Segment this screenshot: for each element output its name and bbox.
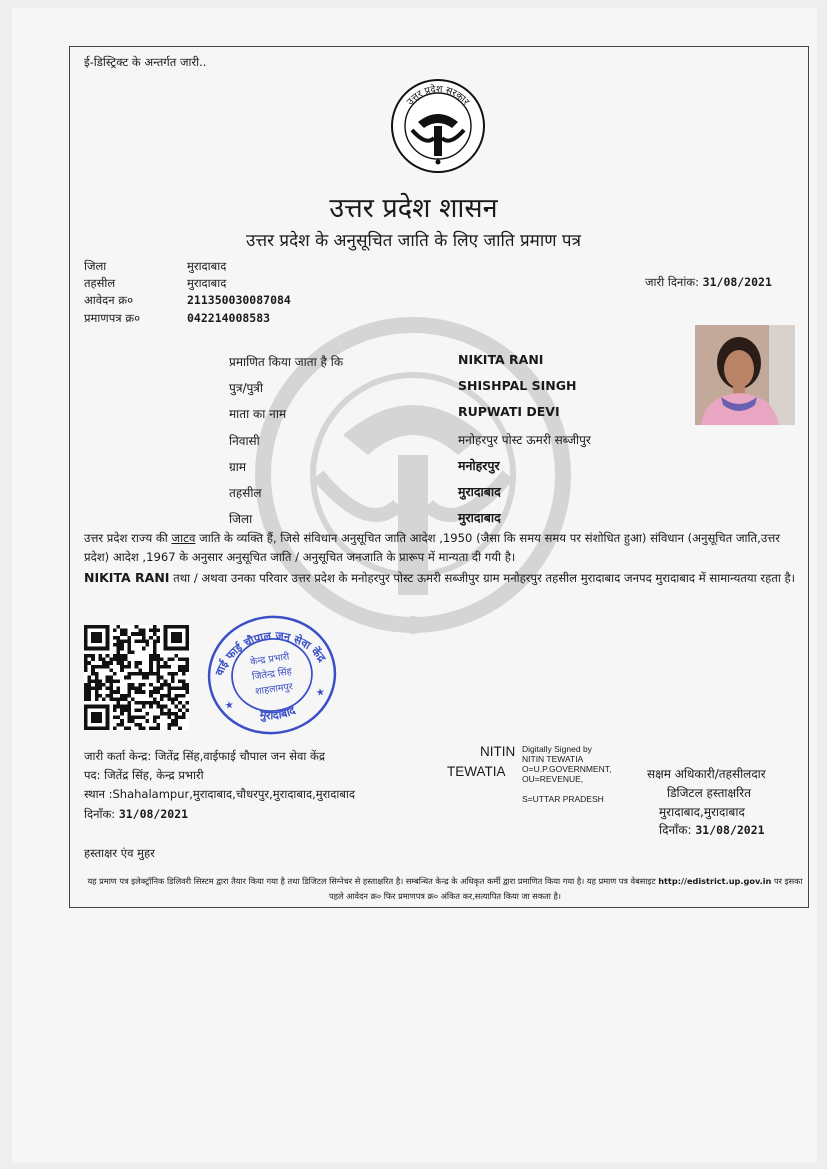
- application-number: 211350030087084: [187, 293, 291, 307]
- issuer-date-label: दिनाँक:: [84, 807, 116, 821]
- authority-designation: सक्षम अधिकारी/तहसीलदार: [647, 767, 766, 781]
- certificate-label: प्रमाणपत्र क्र०: [84, 311, 141, 325]
- detail-label-parent: पुत्र/पुत्री: [229, 381, 264, 395]
- dsig-line-1: Digitally Signed by: [522, 744, 592, 754]
- detail-value-mother: RUPWATI DEVI: [458, 404, 560, 419]
- authority-date: [659, 821, 765, 838]
- detail-value-tehsil: मुरादाबाद: [458, 484, 501, 499]
- dsig-line-4: OU=REVENUE,: [522, 774, 584, 784]
- authority-digital: डिजिटल हस्ताक्षरित: [667, 786, 751, 800]
- detail-label-tehsil: तहसील: [229, 486, 262, 500]
- digital-signature-details: [522, 744, 611, 804]
- detail-value-district: मुरादाबाद: [458, 510, 501, 525]
- issuer-date-value: 31/08/2021: [118, 807, 189, 821]
- body-line1-pre: उत्तर प्रदेश राज्य की: [84, 531, 172, 545]
- detail-label-village: ग्राम: [229, 460, 247, 474]
- body-line1-post: जाति के व्यक्ति हैं, जिसे संविधान अनुसूचित जाति आदेश ,1950 (जैसा कि समय समय पर संशोधित हुआ) संविधान (अनुसूचित जाति,उत्तर प्रदेश) आदेश ,1967 के अनुसार अनुसूचित जाति / अनुसूचित जनजाति के प्रारूप में मान्यता दी गयी है।: [84, 531, 780, 564]
- authority-location: मुरादाबाद,मुरादाबाद: [659, 805, 745, 819]
- certificate-footer-note: [84, 874, 806, 904]
- signature-seal-label: हस्ताक्षर एंव मुहर: [84, 846, 155, 860]
- detail-value-father: SHISHPAL SINGH: [458, 378, 577, 393]
- top-note: ई-डिस्ट्रिक्ट के अन्तर्गत जारी..: [84, 55, 207, 69]
- authority-date-value: 31/08/2021: [695, 823, 765, 837]
- up-government-emblem: [388, 78, 488, 174]
- stamp-bottom-text: मुरादाबाद: [258, 703, 298, 723]
- application-label: आवेदन क्र०: [84, 293, 134, 307]
- certificate-subtitle: उत्तर प्रदेश के अनुसूचित जाति के लिए जाति प्रमाण पत्र: [246, 231, 581, 251]
- issuer-date: [84, 807, 188, 822]
- footer-text-2: पर इसका पहले आवेदन क्र० फिर प्रमाणपत्र क्र० अंकित कर,सत्यापित किया जा सकता है।: [329, 876, 803, 901]
- certificate-body-2: [84, 568, 804, 588]
- issuer-place: स्थान :Shahalampur,मुरादाबाद,चौधरपुर,मुरादाबाद,मुरादाबाद: [84, 787, 356, 801]
- detail-label-district: जिला: [229, 512, 253, 526]
- dsig-line-2: NITIN TEWATIA: [522, 754, 584, 764]
- detail-value-resident: मनोहरपुर पोस्ट ऊमरी सब्जीपुर: [458, 433, 591, 447]
- verification-url: http://edistrict.up.gov.in: [658, 876, 772, 886]
- detail-label-mother: माता का नाम: [229, 407, 287, 421]
- issue-date-value: 31/08/2021: [702, 275, 772, 289]
- issuer-post: पद: जितेंद्र सिंह, केन्द्र प्रभारी: [84, 768, 204, 782]
- detail-label-certify: प्रमाणित किया जाता है कि: [229, 355, 344, 369]
- body-line2: तथा / अथवा उनका परिवार उत्तर प्रदेश के मनोहरपुर पोस्ट ऊमरी सब्जीपुर ग्राम मनोहरपुर तहसील मुरादाबाद जनपद मुरादाबाद में सामान्यतया रहता है।: [169, 571, 796, 585]
- center-seal-stamp: [205, 612, 340, 738]
- detail-value-name: NIKITA RANI: [458, 352, 544, 367]
- issue-date-label: जारी दिनांक:: [645, 275, 700, 289]
- dsig-line-5: S=UTTAR PRADESH: [522, 794, 604, 804]
- caste-name: जाटव: [171, 531, 196, 545]
- tehsil-value: मुरादाबाद: [187, 276, 227, 290]
- svg-text:मुरादाबाद: [256, 703, 299, 725]
- applicant-photo-illustration: [695, 325, 795, 425]
- svg-text:★: ★: [224, 699, 235, 712]
- svg-text:★: ★: [315, 686, 326, 700]
- certificate-title: उत्तर प्रदेश शासन: [329, 193, 498, 224]
- stamp-line-3: शाहलामपुर: [254, 681, 294, 698]
- body-name: NIKITA RANI: [84, 570, 170, 585]
- district-label: जिला: [84, 259, 107, 273]
- signer-name-line2: TEWATIA: [447, 764, 506, 779]
- issue-date: [645, 275, 772, 290]
- issuer-center: जारी कर्ता केन्द्र: जितेंद्र सिंह,वाईफाई चौपाल जन सेवा केंद्र: [84, 749, 325, 763]
- stamp-outer-text: वाई फाई चौपाल जन सेवा केंद्र: [212, 629, 329, 678]
- stamp-line-2: जितेन्द्र सिंह: [251, 666, 293, 683]
- signer-name-line1: NITIN: [480, 744, 516, 759]
- dsig-line-3: O=U.P.GOVERNMENT,: [522, 764, 612, 774]
- district-value: मुरादाबाद: [187, 259, 227, 273]
- emblem-text: उत्तर प्रदेश सरकार: [404, 83, 472, 108]
- tehsil-label: तहसील: [84, 276, 116, 290]
- footer-text-1: यह प्रमाण पत्र इलेक्ट्रॉनिक डिलिवरी सिस्टम द्वारा तैयार किया गया है तथा डिजिटल सिग्नेचर से हस्ताक्षरित है। सम्बन्धित केन्द्र के अधिकृत कर्मी द्वारा प्रमाणित किया गया है। यह प्रमाण पत्र वेबसाइट: [87, 876, 659, 886]
- authority-date-label: दिनाँक:: [659, 823, 692, 837]
- stamp-line-1: केन्द्र प्रभारी: [249, 651, 291, 668]
- qr-code: [84, 625, 189, 730]
- certificate-body-1: [84, 529, 804, 567]
- certificate-number: 042214008583: [187, 311, 271, 325]
- detail-label-resident: निवासी: [229, 434, 260, 448]
- applicant-photo: [695, 325, 795, 425]
- detail-value-village: मनोहरपुर: [458, 458, 500, 473]
